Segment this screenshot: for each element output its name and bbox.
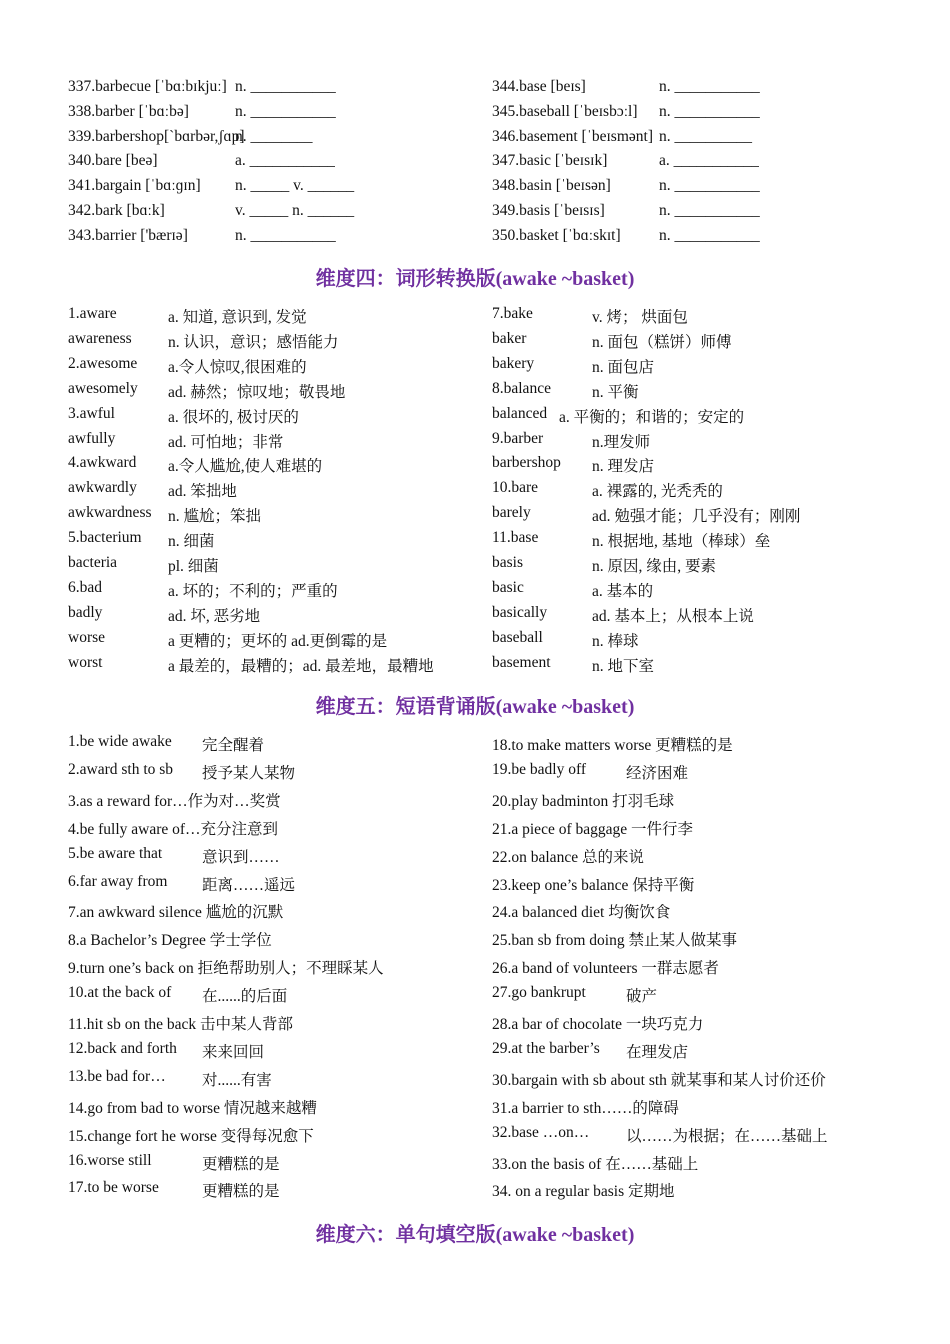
word-form-term: bacteria xyxy=(68,554,118,571)
word-form-term: badly xyxy=(68,603,103,621)
phrase-meaning: 授予某人某物 xyxy=(202,764,296,782)
vocab-word: 350.basket [ˈbɑːskɪt] xyxy=(492,226,621,244)
word-form-definition: a 最差的，最糟的；ad. 最差地，最糟地 xyxy=(168,657,434,675)
vocab-row xyxy=(492,128,912,153)
word-form-definition: a.令人惊叹,很困难的 xyxy=(168,358,307,376)
vocab-word: 345.baseball [ˈbeɪsbɔːl] xyxy=(492,102,638,120)
phrase-row xyxy=(68,956,478,984)
vocab-blank: n. ___________ xyxy=(659,177,760,195)
vocab-blank: a. ___________ xyxy=(659,152,759,170)
phrase-text: 27.go bankrupt xyxy=(492,984,586,1002)
phrase-text: 17.to be worse xyxy=(68,1179,159,1197)
word-form-term: baseball xyxy=(492,628,543,646)
phrase-row xyxy=(492,1068,932,1096)
word-form-definition: a. 很坏的, 极讨厌的 xyxy=(168,408,299,426)
vocab-blank: n. ________ xyxy=(235,127,313,145)
word-form-term: 6.bad xyxy=(68,578,103,596)
vocab-blank: a. ___________ xyxy=(235,152,335,170)
phrase-text: 29.at the barber’s xyxy=(492,1039,600,1057)
word-form-term: 2.awesome xyxy=(68,354,138,372)
word-form-term: worst xyxy=(68,653,103,671)
phrase-row xyxy=(492,817,932,845)
vocab-row xyxy=(492,103,912,128)
word-form-term: awkwardness xyxy=(68,504,152,522)
word-form-definition: ad. 勉强才能；几乎没有；刚刚 xyxy=(592,508,801,526)
phrase-meaning: 破产 xyxy=(626,988,658,1006)
phrase-text: 26.a band of volunteers 一群志愿者 xyxy=(492,960,719,978)
vocab-row xyxy=(492,152,912,177)
phrase-text: 10.at the back of xyxy=(68,984,172,1002)
word-form-row xyxy=(492,654,932,679)
section-5-title: 维度五：短语背诵版(awake ~basket) xyxy=(315,696,635,718)
vocab-blank: n. ___________ xyxy=(235,102,336,120)
word-form-definition: ad. 坏, 恶劣地 xyxy=(168,607,261,625)
section-4-title: 维度四：词形转换版(awake ~basket) xyxy=(315,268,635,290)
phrases-left-column xyxy=(68,733,478,1203)
word-form-term: awfully xyxy=(68,429,116,447)
word-form-row xyxy=(68,430,478,455)
vocab-word: 347.basic [ˈbeɪsɪk] xyxy=(492,152,608,170)
phrase-row xyxy=(492,956,932,984)
word-form-definition: n. 理发店 xyxy=(592,458,655,476)
vocab-word: 339.barbershop[ˋbɑrbər,ʃɑp] xyxy=(68,127,245,145)
word-form-row xyxy=(68,405,478,430)
word-form-row xyxy=(492,405,932,430)
word-form-row xyxy=(68,479,478,504)
word-form-definition: n. 原因, 缘由, 要素 xyxy=(592,558,717,575)
phrase-row xyxy=(68,873,478,901)
phrase-meaning: 更糟糕的是 xyxy=(202,1183,280,1201)
phrases-right-column xyxy=(492,733,932,1203)
phrase-text: 12.back and forth xyxy=(68,1039,177,1057)
word-form-row xyxy=(492,529,932,554)
word-form-definition: ad. 笨拙地 xyxy=(168,483,237,501)
vocab-blank: n. ___________ xyxy=(659,102,760,120)
word-form-row xyxy=(492,380,932,405)
phrase-text: 33.on the basis of 在……基础上 xyxy=(492,1155,699,1173)
phrase-meaning: 来来回回 xyxy=(202,1043,265,1061)
vocab-blank: v. _____ n. ______ xyxy=(235,202,355,219)
vocab-word: 348.basin [ˈbeɪsən] xyxy=(492,177,611,195)
word-form-row xyxy=(68,604,478,629)
vocab-word: 343.barrier ['bærɪə] xyxy=(68,226,188,244)
word-form-term: 11.base xyxy=(492,529,539,547)
phrase-text: 24.a balanced diet 均衡饮食 xyxy=(492,904,671,922)
word-form-term: baker xyxy=(492,329,527,347)
word-form-row xyxy=(492,355,932,380)
vocab-word: 338.barber [ˈbɑːbə] xyxy=(68,102,189,120)
word-form-row xyxy=(492,430,932,455)
phrase-text: 22.on balance 总的来说 xyxy=(492,848,644,866)
word-form-definition: n. 尴尬；笨拙 xyxy=(168,508,262,526)
phrase-row xyxy=(68,928,478,956)
vocab-blank: n. ___________ xyxy=(659,226,760,244)
vocab-row xyxy=(492,78,912,103)
word-form-definition: n. 棒球 xyxy=(592,632,639,650)
phrase-text: 11.hit sb on the back 击中某人背部 xyxy=(68,1016,294,1033)
word-form-definition: n. 地下室 xyxy=(592,657,655,675)
phrase-meaning: 以……为根据；在……基础上 xyxy=(626,1127,828,1145)
phrase-text: 1.be wide awake xyxy=(68,733,172,750)
phrase-row xyxy=(68,1152,478,1180)
word-form-term: barbershop xyxy=(492,454,561,472)
word-form-term: awkwardly xyxy=(68,479,137,497)
vocab-word: 346.basement [ˈbeɪsmənt] xyxy=(492,127,653,145)
vocab-word: 344.base [beɪs] xyxy=(492,78,586,95)
phrase-text: 9.turn one’s back on 拒绝帮助别人；不理睬某人 xyxy=(68,960,384,978)
phrase-row xyxy=(68,1096,478,1124)
phrase-text: 20.play badminton 打羽毛球 xyxy=(492,792,675,810)
phrase-row xyxy=(68,900,478,928)
phrase-text: 23.keep one’s balance 保持平衡 xyxy=(492,876,695,894)
word-form-term: 10.bare xyxy=(492,479,539,497)
phrase-meaning: 经济困难 xyxy=(626,764,689,782)
phrase-row xyxy=(492,733,932,761)
word-form-term: bakery xyxy=(492,354,535,372)
phrase-meaning: 更糟糕的是 xyxy=(202,1155,280,1173)
word-form-definition: a. 平衡的；和谐的；安定的 xyxy=(559,408,745,426)
word-form-term: 8.balance xyxy=(492,379,551,397)
word-form-term: balanced xyxy=(492,404,548,422)
word-form-row xyxy=(492,604,932,629)
phrase-text: 31.a barrier to sth……的障碍 xyxy=(492,1099,679,1117)
phrase-row xyxy=(68,1012,478,1040)
word-form-term: basement xyxy=(492,653,551,671)
word-form-definition: pl. 细菌 xyxy=(168,558,219,575)
word-form-definition: n. 平衡 xyxy=(592,383,639,401)
word-form-row xyxy=(68,305,478,330)
phrase-text: 3.as a reward for…作为对…奖赏 xyxy=(68,792,281,810)
phrase-row xyxy=(492,873,932,901)
phrase-text: 25.ban sb from doing 禁止某人做某事 xyxy=(492,932,737,950)
vocab-blank: n. ___________ xyxy=(659,78,760,95)
vocab-word: 349.basis [ˈbeɪsɪs] xyxy=(492,202,605,219)
phrase-text: 5.be aware that xyxy=(68,844,163,862)
phrase-text: 14.go from bad to worse 情况越来越糟 xyxy=(68,1099,317,1117)
word-form-row xyxy=(492,479,932,504)
phrase-text: 18.to make matters worse 更糟糕的是 xyxy=(492,737,733,754)
phrase-row xyxy=(492,928,932,956)
phrase-row xyxy=(68,1040,478,1068)
word-form-definition: v. 烤； 烘面包 xyxy=(592,309,688,326)
vocab-row xyxy=(492,177,912,202)
word-form-row xyxy=(68,504,478,529)
word-form-row xyxy=(492,504,932,529)
phrase-row xyxy=(68,984,478,1012)
word-form-term: barely xyxy=(492,504,531,522)
word-form-term: awesomely xyxy=(68,379,138,397)
phrase-text: 6.far away from xyxy=(68,872,168,890)
phrase-meaning: 完全醒着 xyxy=(202,737,265,754)
word-form-row xyxy=(68,454,478,479)
vocab-right-column xyxy=(492,78,912,253)
word-form-definition: a. 基本的 xyxy=(592,582,654,600)
word-form-definition: n. 根据地, 基地（棒球）垒 xyxy=(592,533,771,551)
word-form-row xyxy=(492,629,932,654)
vocab-row xyxy=(68,177,478,202)
phrase-row xyxy=(68,1124,478,1152)
word-form-definition: n. 面包店 xyxy=(592,358,655,376)
phrase-text: 4.be fully aware of…充分注意到 xyxy=(68,820,279,838)
vocab-word: 340.bare [beə] xyxy=(68,152,158,170)
phrase-row xyxy=(68,761,478,789)
word-form-row xyxy=(68,529,478,554)
phrase-row xyxy=(492,761,932,789)
word-form-row xyxy=(68,554,478,579)
vocab-row xyxy=(68,78,478,103)
word-form-term: 4.awkward xyxy=(68,454,137,472)
phrase-text: 30.bargain with sb about sth 就某事和某人讨价还价 xyxy=(492,1071,826,1089)
word-form-definition: a. 坏的；不利的；严重的 xyxy=(168,582,338,600)
phrase-meaning: 对......有害 xyxy=(202,1071,272,1089)
word-form-definition: ad. 基本上；从根本上说 xyxy=(592,607,754,625)
word-form-row xyxy=(68,579,478,604)
word-form-definition: n.理发师 xyxy=(592,433,651,451)
word-form-definition: a.令人尴尬,使人难堪的 xyxy=(168,458,323,476)
phrase-row xyxy=(68,817,478,845)
phrase-text: 21.a piece of baggage 一件行李 xyxy=(492,820,694,838)
phrase-row xyxy=(492,1179,932,1207)
word-form-row xyxy=(68,380,478,405)
vocab-row xyxy=(68,202,478,227)
vocab-blank: n. ___________ xyxy=(235,78,336,95)
phrase-text: 13.be bad for… xyxy=(68,1067,166,1085)
word-form-term: basically xyxy=(492,603,548,621)
word-forms-left-column xyxy=(68,305,478,680)
phrase-text: 16.worse still xyxy=(68,1151,152,1169)
vocab-row xyxy=(68,227,478,252)
word-form-row xyxy=(68,330,478,355)
phrase-text: 8.a Bachelor’s Degree 学士学位 xyxy=(68,932,272,950)
vocab-blank: n. __________ xyxy=(659,127,752,145)
phrase-text: 32.base …on… xyxy=(492,1123,590,1141)
vocab-row xyxy=(492,227,912,252)
word-form-term: 5.bacterium xyxy=(68,529,142,547)
vocab-word: 337.barbecue [ˈbɑːbɪkjuː] xyxy=(68,78,227,95)
phrase-row xyxy=(68,789,478,817)
phrase-row xyxy=(492,1152,932,1180)
word-form-definition: ad. 可怕地；非常 xyxy=(168,433,284,451)
word-form-row xyxy=(492,305,932,330)
vocab-left-column xyxy=(68,78,478,253)
phrase-row xyxy=(492,1012,932,1040)
vocab-row xyxy=(68,152,478,177)
word-form-term: worse xyxy=(68,628,106,646)
phrase-meaning: 距离……遥远 xyxy=(202,876,296,894)
phrase-row xyxy=(492,1040,932,1068)
word-form-term: 3.awful xyxy=(68,404,115,422)
phrase-text: 19.be badly off xyxy=(492,760,586,778)
phrase-row xyxy=(68,733,478,761)
phrase-row xyxy=(492,1124,932,1152)
word-form-row xyxy=(492,330,932,355)
word-form-row xyxy=(492,554,932,579)
word-form-term: 1.aware xyxy=(68,305,117,322)
phrase-row xyxy=(492,900,932,928)
word-forms-right-column xyxy=(492,305,932,680)
word-form-row xyxy=(68,654,478,679)
word-form-term: basic xyxy=(492,578,524,596)
vocab-blank: n. ___________ xyxy=(659,202,760,219)
word-form-row xyxy=(68,629,478,654)
phrase-row xyxy=(492,845,932,873)
phrase-row xyxy=(492,1096,932,1124)
word-form-definition: n. 面包（糕饼）师傅 xyxy=(592,333,732,351)
vocab-row xyxy=(68,128,478,153)
word-form-definition: a. 知道, 意识到, 发觉 xyxy=(168,309,307,326)
phrase-row xyxy=(68,1179,478,1207)
vocab-word: 341.bargain [ˈbɑːɡɪn] xyxy=(68,177,201,195)
word-form-term: awareness xyxy=(68,329,132,347)
vocab-row xyxy=(492,202,912,227)
word-form-definition: a. 裸露的, 光秃秃的 xyxy=(592,483,723,501)
word-form-definition: n. 认识，意识；感悟能力 xyxy=(168,333,339,351)
word-form-row xyxy=(68,355,478,380)
word-form-term: 7.bake xyxy=(492,305,533,322)
word-form-term: basis xyxy=(492,554,523,571)
phrase-row xyxy=(492,984,932,1012)
phrase-meaning: 意识到…… xyxy=(202,848,280,866)
vocab-row xyxy=(68,103,478,128)
phrase-text: 15.change fort he worse 变得每况愈下 xyxy=(68,1127,314,1145)
phrase-row xyxy=(68,1068,478,1096)
phrase-row xyxy=(492,789,932,817)
phrase-text: 7.an awkward silence 尴尬的沉默 xyxy=(68,904,284,922)
word-form-definition: ad. 赫然；惊叹地；敬畏地 xyxy=(168,383,346,401)
word-form-definition: n. 细菌 xyxy=(168,533,215,551)
phrase-text: 28.a bar of chocolate 一块巧克力 xyxy=(492,1016,704,1033)
vocab-blank: n. ___________ xyxy=(235,226,336,244)
phrase-meaning: 在......的后面 xyxy=(202,988,288,1006)
word-form-term: 9.barber xyxy=(492,429,544,447)
phrase-meaning: 在理发店 xyxy=(626,1043,689,1061)
vocab-word: 342.bark [bɑːk] xyxy=(68,202,165,219)
word-form-row xyxy=(492,579,932,604)
phrase-text: 2.award sth to sb xyxy=(68,760,174,778)
word-form-row xyxy=(492,454,932,479)
word-form-definition: a 更糟的；更坏的 ad.更倒霉的是 xyxy=(168,632,388,650)
phrase-text: 34. on a regular basis 定期地 xyxy=(492,1183,675,1201)
vocab-blank: n. _____ v. ______ xyxy=(235,177,355,195)
phrase-row xyxy=(68,845,478,873)
section-6-title: 维度六：单句填空版(awake ~basket) xyxy=(315,1224,635,1246)
